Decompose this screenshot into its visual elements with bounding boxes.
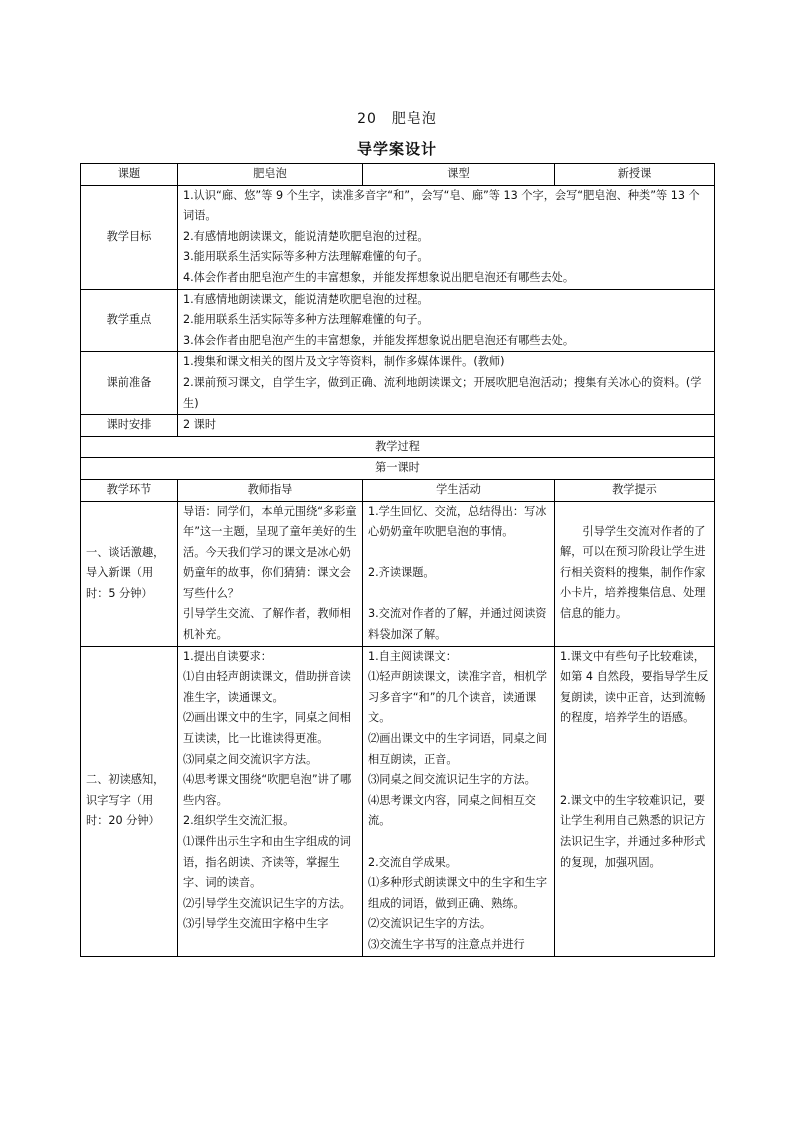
preparation-content [178,352,715,415]
process-title: 教学过程 [81,436,715,458]
topic-label: 课题 [81,164,178,186]
type-value: 新授课 [555,164,715,186]
stage2-tips-item: 1.课文中有些句子比较难读，如第 4 自然段，要指导学生反复朗读，读中正音，达到流畅的程度，培养学生的语感。 [560,649,709,725]
schedule-label: 课时安排 [81,415,178,437]
stage1-student-item: 2.齐读课题。 [368,566,435,580]
goal-item: 3.能用联系生活实际等多种方法理解难懂的句子。 [183,250,429,264]
goal-item: 2.有感情地朗读课文，能说清楚吹肥皂泡的过程。 [183,229,429,243]
preparation-item: 2.课前预习课文，自学生字，做到正确、流利地朗读课文；开展吹肥皂泡活动；搜集有关冰心的资料。(学生) [183,375,702,410]
stage2-tips [555,646,715,956]
column-tips: 教学提示 [555,479,715,501]
preparation-item: 1.搜集和课文相关的图片及文字等资料，制作多媒体课件。(教师) [183,355,505,369]
stage2-student-item: 2.交流自学成果。 [368,855,457,869]
goals-content [178,185,715,289]
stage2-student-item: ⑵交流识记生字的方法。 [368,917,492,931]
process-title-row [81,436,715,458]
column-header-row [81,479,715,501]
lesson-title-row [81,458,715,480]
goals-row [81,185,715,289]
stage1-name-text: 一、谈话激趣，导入新课（用时：5 分钟） [86,545,165,600]
stage2-teacher-item: ⑶同桌之间交流识字方法。 [183,752,318,766]
stage1-student [363,501,555,646]
stage2-teacher-item: ⑴课件出示生字和由生字组成的词语，指名朗读、齐读等，掌握生字、词的读音。 [183,835,351,890]
schedule-value: 2 课时 [178,415,715,437]
stage2-row [81,646,715,956]
type-label: 课型 [363,164,555,186]
stage1-tips-text: 引导学生交流对作者的了解，可以在预习阶段让学生进行相关资料的搜集，制作作家小卡片，培养搜集信息、处理信息的能力。 [560,524,706,620]
schedule-row [81,415,715,437]
goal-item: 4.体会作者由肥皂泡产生的丰富想象，并能发挥想象说出肥皂泡还有哪些去处。 [183,270,575,284]
column-stage: 教学环节 [81,479,178,501]
key-point-item: 1.有感情地朗读课文，能说清楚吹肥皂泡的过程。 [183,292,429,306]
key-point-item: 3.体会作者由肥皂泡产生的丰富想象，并能发挥想象说出肥皂泡还有哪些去处。 [183,333,575,347]
stage1-student-item: 1.学生回忆、交流，总结得出：写冰心奶奶童年吹肥皂泡的事情。 [368,504,547,539]
stage2-student-item: ⑶同桌之间交流识记生字的方法。 [368,773,536,787]
stage2-tips-item: 2.课文中的生字较难识记，要让学生利用自己熟悉的识记方法识记生字，并通过多种形式的复现，加强巩固。 [560,793,706,869]
stage1-student-item: 3.交流对作者的了解，并通过阅读资料袋加深了解。 [368,607,547,642]
stage1-teacher-text: 导语：同学们，本单元围绕“多彩童年”这一主题，呈现了童年美好的生活。今天我们学习的课文是冰心奶奶童年的故事，你们猜猜：课文会写些什么？ 引导学生交流、了解作者，教师相机补充。 [183,504,357,642]
stage2-teacher-item: ⑵引导学生交流识记生字的方法。 [183,896,351,910]
stage2-name-text: 二、初读感知，识字写字（用时：20 分钟） [86,773,165,828]
lesson-plan-table [80,163,715,957]
stage2-student [363,646,555,956]
key-points-content [178,289,715,352]
document-subtitle: 导学案设计 [356,140,437,158]
stage2-teacher-item: 1.提出自读要求： [183,649,272,663]
stage2-teacher-item: ⑷思考课文围绕“吹肥皂泡”讲了哪些内容。 [183,773,352,807]
topic-value: 肥皂泡 [178,164,363,186]
preparation-row [81,352,715,415]
stage2-teacher-item: ⑴自由轻声朗读课文，借助拼音读准生字，读通课文。 [183,670,351,704]
preparation-label: 课前准备 [81,352,178,415]
stage1-teacher [178,501,363,646]
document-title: 20 肥皂泡 [357,111,437,127]
stage1-name [81,501,178,646]
column-student: 学生活动 [363,479,555,501]
key-points-label: 教学重点 [81,289,178,352]
stage2-student-item: ⑴轻声朗读课文，读准字音，相机学习多音字“和”的几个读音，读通课文。 [368,670,548,725]
stage1-tips [555,501,715,646]
stage2-teacher-item: ⑶引导学生交流田字格中生字 [183,917,329,931]
goals-label: 教学目标 [81,185,178,289]
goal-item: 1.认识“廊、悠”等 9 个生字，读准多音字“和”，会写“皂、廊”等 13 个字，会写“肥皂泡、种类”等 13 个词语。 [183,188,700,223]
stage2-student-item: ⑵画出课文中的生字词语，同桌之间相互朗读，正音。 [368,732,548,766]
stage2-student-item: ⑷思考课文内容，同桌之间相互交流。 [368,793,536,828]
lesson-title: 第一课时 [81,458,715,480]
stage2-student-item: 1.自主阅读课文： [368,649,457,663]
stage2-teacher [178,646,363,956]
stage2-teacher-item: ⑵画出课文中的生字，同桌之间相互读读，比一比谁读得更准。 [183,711,351,746]
stage2-student-item: ⑶交流生字书写的注意点并进行 [368,937,525,951]
column-teacher: 教师指导 [178,479,363,501]
key-point-item: 2.能用联系生活实际等多种方法理解难懂的句子。 [183,313,429,327]
stage2-teacher-item: 2.组织学生交流汇报。 [183,814,295,828]
stage2-student-item: ⑴多种形式朗读课文中的生字和生字组成的词语，做到正确、熟练。 [368,876,548,910]
stage2-name [81,646,178,956]
stage1-row [81,501,715,646]
header-row [81,164,715,186]
key-points-row [81,289,715,352]
